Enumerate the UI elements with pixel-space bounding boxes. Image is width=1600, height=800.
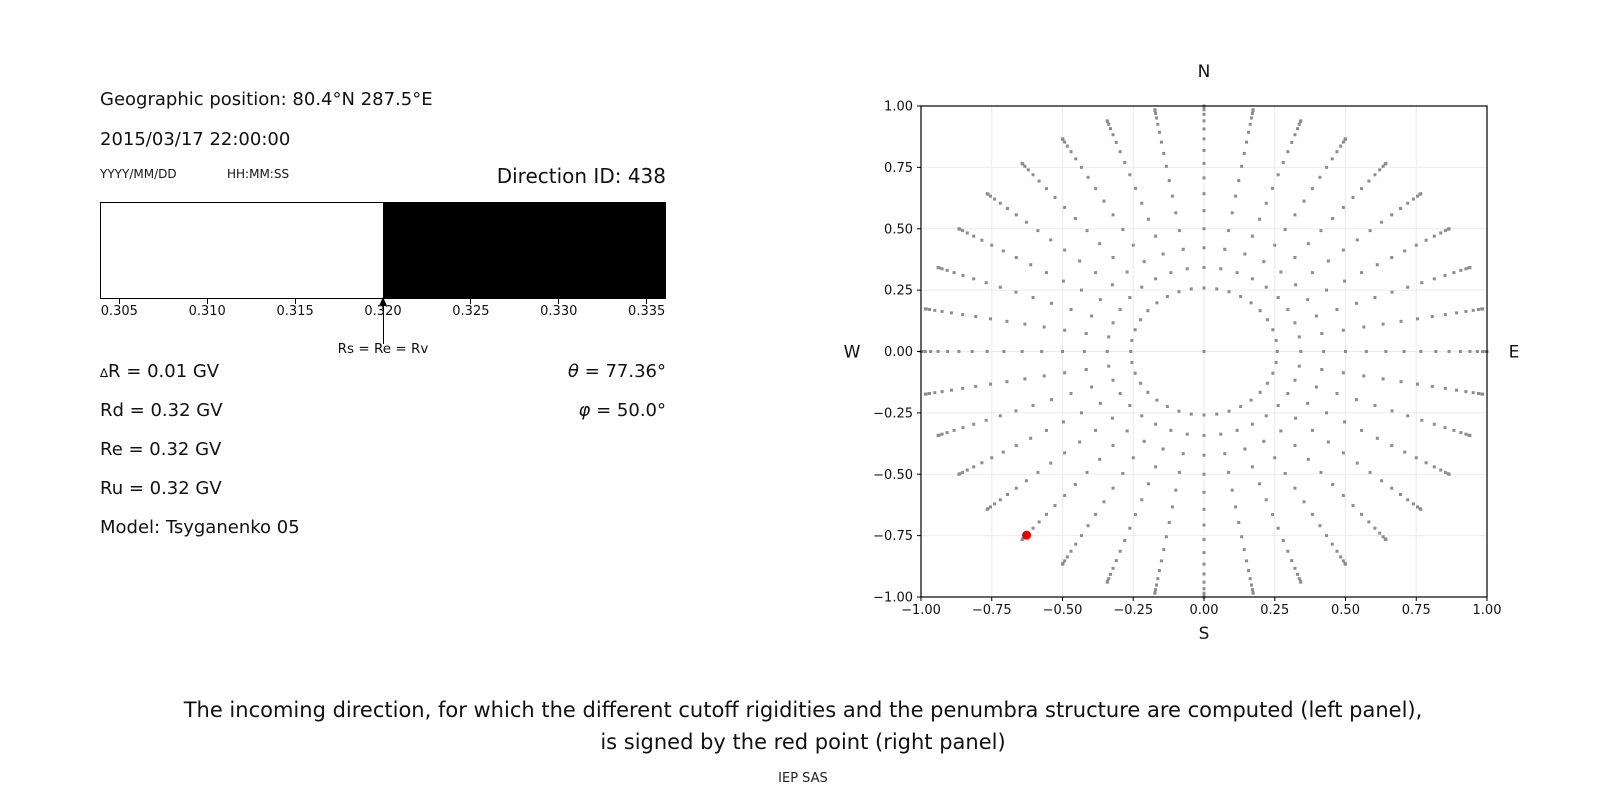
penumbra-tick-label: 0.320 (364, 304, 402, 319)
y-tick-label: −0.25 (873, 406, 913, 422)
x-tick-label: −0.75 (971, 603, 1012, 618)
compass-north-label: N (1197, 62, 1211, 82)
x-tick-label: −0.50 (1042, 603, 1083, 618)
red-direction-point (1022, 531, 1031, 540)
x-tick-label: 0.75 (1401, 603, 1431, 618)
y-tick-label: 1.00 (884, 99, 913, 115)
param-ru: Ru = 0.32 GV (100, 478, 222, 499)
geographic-position-text: Geographic position: 80.4°N 287.5°E (100, 89, 433, 110)
rs-arrow-label: Rs = Re = Rv (337, 341, 429, 357)
compass-east-label: E (1508, 342, 1520, 363)
param-rd: Rd = 0.32 GV (100, 400, 223, 421)
param-delta-r-text: R = 0.01 GV (108, 361, 220, 382)
compass-south-label: S (1198, 624, 1210, 644)
y-tick-label: −0.50 (873, 467, 913, 483)
delta-symbol: ∆ (100, 366, 109, 380)
penumbra-tick-label: 0.310 (188, 304, 226, 319)
param-phi-text: = 50.0° (590, 400, 666, 421)
penumbra-tick-label: 0.315 (276, 304, 314, 319)
date-format-hint: YYYY/MM/DD (100, 167, 177, 181)
penumbra-tick-label: 0.330 (540, 304, 578, 319)
param-phi (100, 398, 666, 424)
x-tick-label: 1.00 (1472, 603, 1502, 618)
penumbra-tick-label: 0.305 (100, 304, 138, 319)
y-tick-label: 0.50 (884, 222, 913, 238)
penumbra-forbidden-segment (383, 203, 665, 298)
y-tick-label: 0.25 (884, 283, 913, 299)
param-re: Re = 0.32 GV (100, 439, 222, 460)
x-tick-label: 0.00 (1189, 603, 1219, 618)
x-tick-label: −0.25 (1113, 603, 1154, 618)
direction-dots (920, 105, 1489, 599)
x-tick-label: −1.00 (901, 603, 941, 618)
direction-id-text: Direction ID: 438 (496, 164, 666, 188)
theta-symbol: θ (567, 361, 579, 382)
penumbra-tick-label: 0.325 (452, 304, 490, 319)
y-tick-label: 0.00 (884, 345, 913, 360)
param-model: Model: Tsyganenko 05 (100, 517, 300, 538)
time-format-hint: HH:MM:SS (227, 167, 290, 181)
y-tick-label: 0.75 (884, 160, 913, 176)
x-tick-label: 0.25 (1260, 603, 1290, 618)
penumbra-tick-label: 0.335 (628, 304, 666, 319)
param-theta-text: = 77.36° (578, 361, 666, 382)
param-theta (100, 359, 666, 385)
x-tick-label: 0.50 (1331, 603, 1360, 618)
y-tick-label: −0.75 (873, 529, 913, 545)
caption-line-1: The incoming direction, for which the different cutoff rigidities and the penumbra structure are computed (left panel), (183, 698, 1423, 722)
credit-text: IEP SAS (778, 771, 828, 786)
penumbra-strip-chart (100, 202, 666, 299)
direction-map-chart (831, 51, 1547, 652)
datetime-text: 2015/03/17 22:00:00 (100, 129, 291, 150)
caption-line-2: is signed by the red point (right panel) (600, 730, 1006, 754)
y-tick-label: −1.00 (873, 590, 913, 606)
phi-symbol: φ (578, 400, 591, 421)
compass-west-label: W (843, 342, 861, 363)
